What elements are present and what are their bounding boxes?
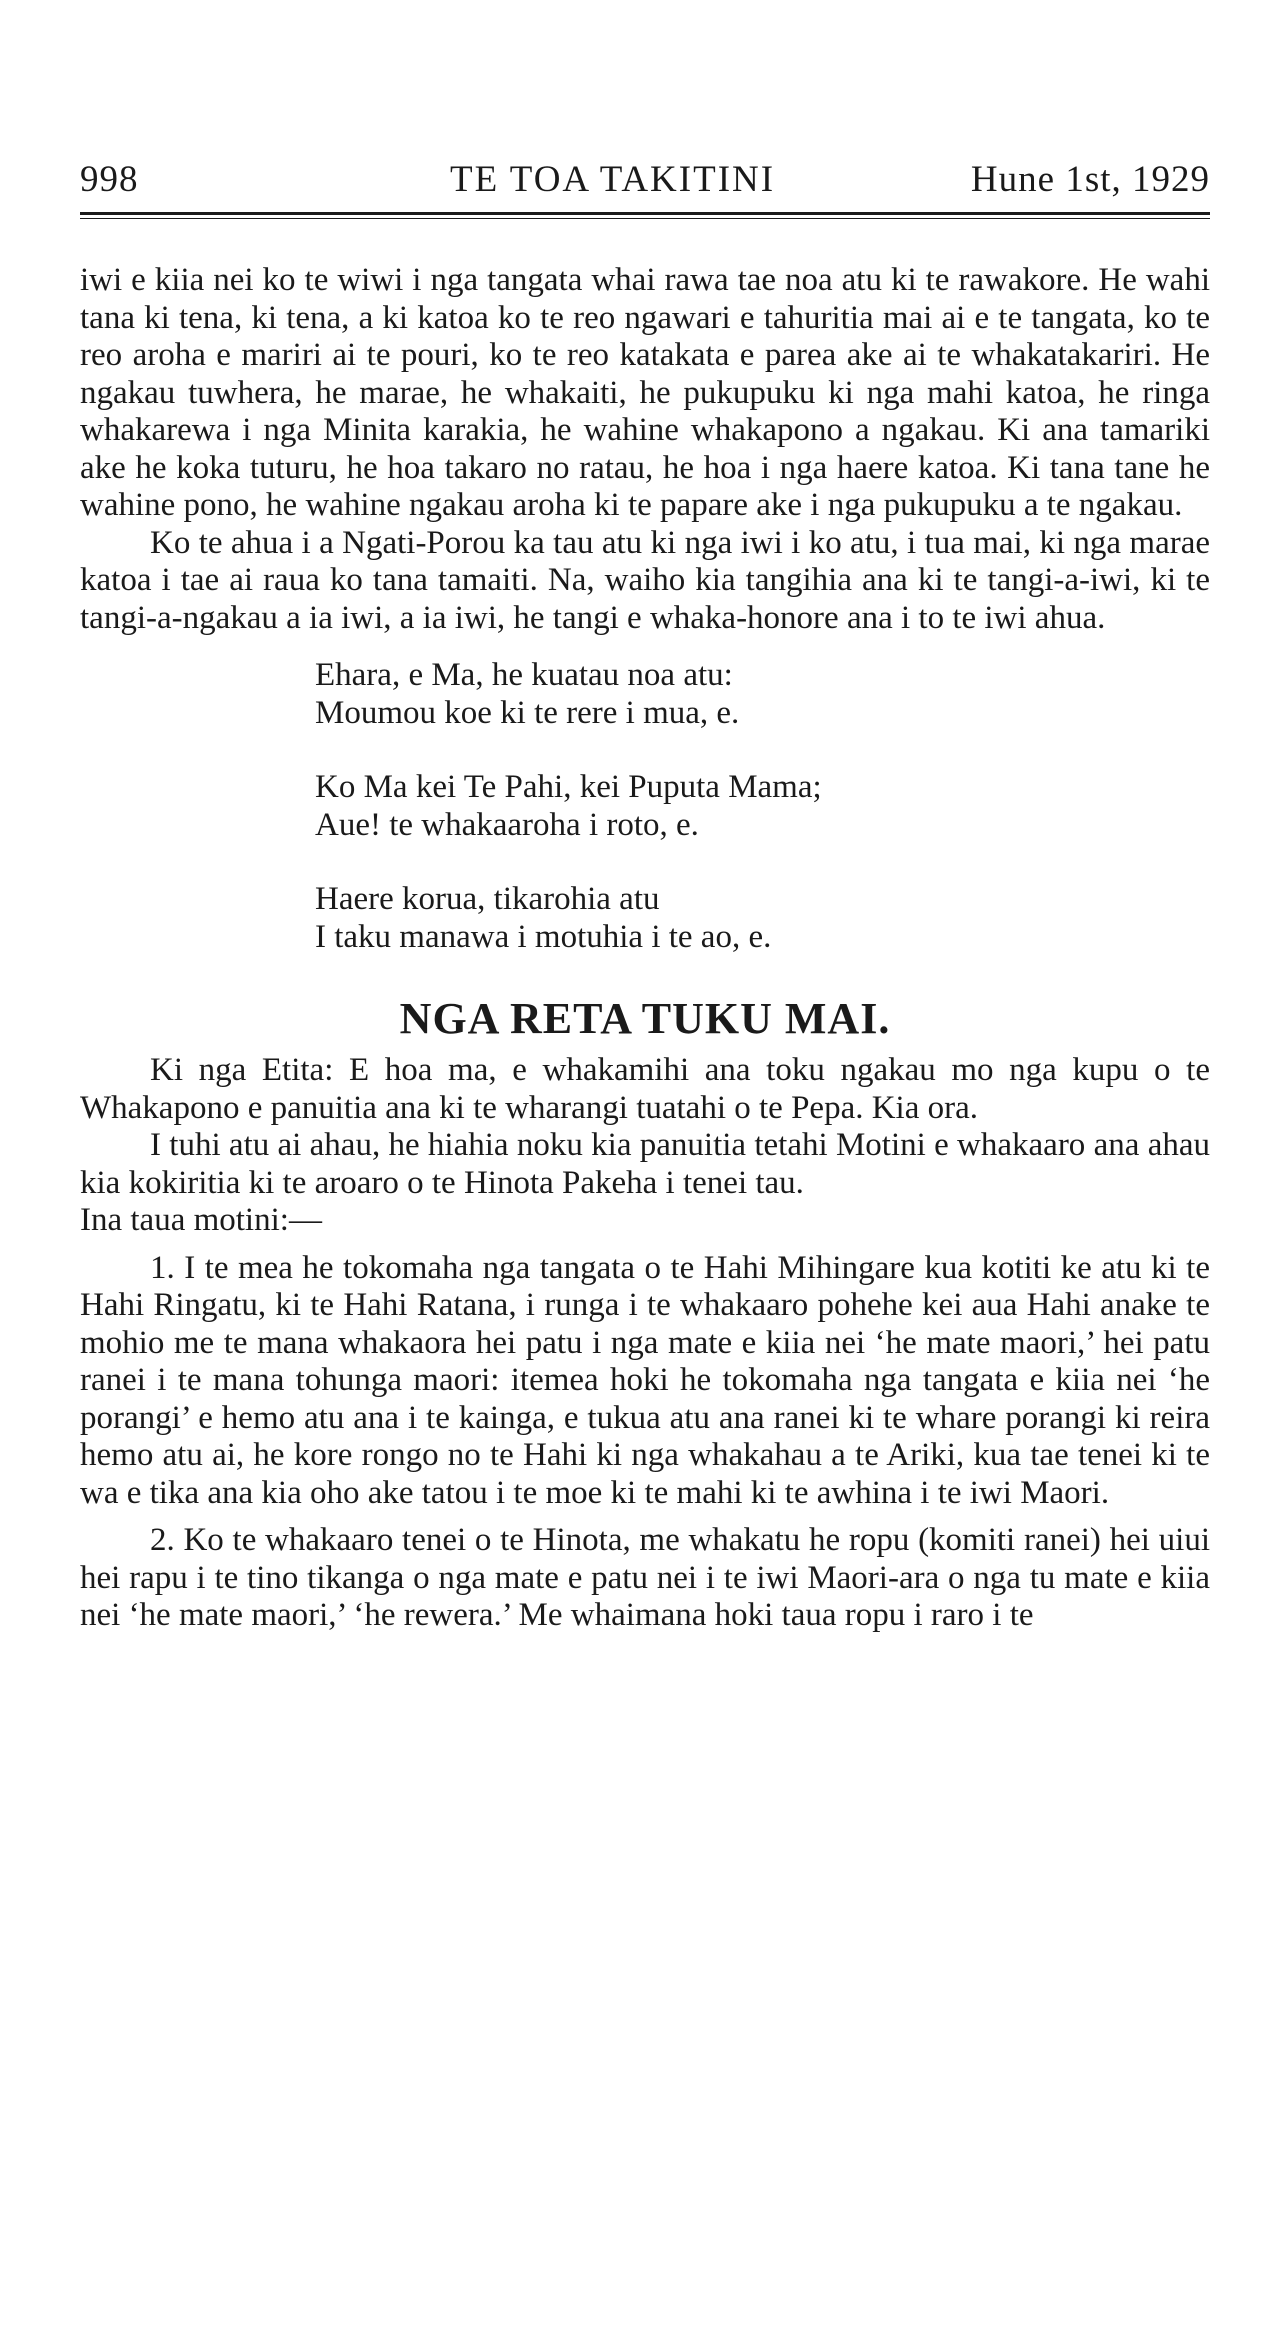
verse-stanza-1 bbox=[315, 657, 1210, 732]
verse-line: Ko Ma kei Te Pahi, kei Puputa Mama; bbox=[315, 769, 822, 805]
header-rule bbox=[80, 212, 1210, 219]
verse-stanza-3 bbox=[315, 881, 1210, 956]
motion-label: Ina taua motini:— bbox=[80, 1202, 322, 1238]
publication-title: TE TOA TAKITINI bbox=[450, 159, 776, 200]
verse-line: Haere korua, tikarohia atu bbox=[315, 881, 660, 917]
verse-line: Ehara, e Ma, he kuatau noa atu: bbox=[315, 657, 733, 693]
section-heading: NGA RETA TUKU MAI. bbox=[399, 994, 891, 1043]
lament-verse bbox=[315, 657, 1210, 956]
verse-line: I taku manawa i motuhia i te ao, e. bbox=[315, 918, 772, 955]
paragraph-continued: iwi e kiia nei ko te wiwi i nga tangata whai rawa tae noa atu ki te rawakore. He wahi tana ki tena, ki tena, a ki katoa ko te reo ngawari e tahuritia mai ai e te tangata, ko te reo aroha e mariri ai te pouri, ko te reo katakata e parea ake ai te whakatakariri. He ngakau tuwhera, he marae, he whakaiti, he pukupuku ki nga mahi katoa, he ringa whakarewa i nga Minita karakia, he wahine whakapono a ngakau. Ki ana tamariki ake he koka tuturu, he hoa takaro no ratau, he hoa i nga haere katoa. Ki tana tane he wahine pono, he wahine ngakau aroha ki te papare ake i nga pukupuku a te ngakau. bbox=[80, 262, 1210, 523]
motion-item-2: 2. Ko te whakaaro tenei o te Hinota, me whakatu he ropu (komiti ranei) hei uiui hei rapu i te tino tikanga o nga mate e patu nei i te iwi Maori-ara o nga tu mate e kiia nei ‘he mate maori,’ ‘he rewera.’ Me whaimana hoki taua ropu i raro i te bbox=[80, 1522, 1210, 1633]
verse-stanza-2 bbox=[315, 769, 1210, 844]
motion-item-1: 1. I te mea he tokomaha nga tangata o te Hahi Mihingare kua kotiti ke atu ki te Hahi Ringatu, ki te Hahi Ratana, i runga i te whakaaro pohehe kei aua Hahi anake te mohio me te mana whakaora hei patu i nga mate e kiia nei ‘he mate maori,’ hei patu ranei i te mana tohunga maori: itemea hoki he tokomaha nga tangata e kiia nei ‘he porangi’ e hemo atu ana i te kainga, e tukua atu ana ranei ki te whare porangi ki reira hemo atu ai, he kore rongo no te Hahi ki nga whakahau a te Ariki, kua tae tenei ki te wa e tika ana kia oho ake tatou i te moe ki te mahi ki te awhina i te iwi Maori. bbox=[80, 1249, 1210, 1511]
paragraph-ngati-porou: Ko te ahua i a Ngati-Porou ka tau atu ki nga iwi i ko atu, i tua mai, ki nga marae katoa i tae ai raua ko tana tamaiti. Na, waiho kia tangihia ana ki te tangi-a-iwi, ki te tangi-a-ngakau a ia iwi, a ia iwi, he tangi e whaka-honore ana i to te iwi ahua. bbox=[80, 524, 1210, 636]
verse-line: Moumou koe ki te rere i mua, e. bbox=[315, 694, 740, 731]
document-page bbox=[80, 0, 1210, 2326]
letter-paragraph: I tuhi atu ai ahau, he hiahia noku kia panuitia tetahi Motini e whakaaro ana ahau kia kokiritia ki te aroaro o te Hinota Pakeha i tenei tau. bbox=[80, 1127, 1210, 1201]
letter-intro: Ki nga Etita: E hoa ma, e whakamihi ana toku ngakau mo nga kupu o te Whakapono e panuitia ana ki te wharangi tuatahi o te Pepa. Kia ora. bbox=[80, 1052, 1210, 1126]
issue-date: Hune 1st, 1929 bbox=[970, 159, 1210, 200]
page-number: 998 bbox=[80, 159, 139, 200]
page-header bbox=[80, 158, 1210, 208]
article-body bbox=[80, 262, 1210, 1635]
verse-line: Aue! te whakaaroha i roto, e. bbox=[315, 806, 699, 843]
